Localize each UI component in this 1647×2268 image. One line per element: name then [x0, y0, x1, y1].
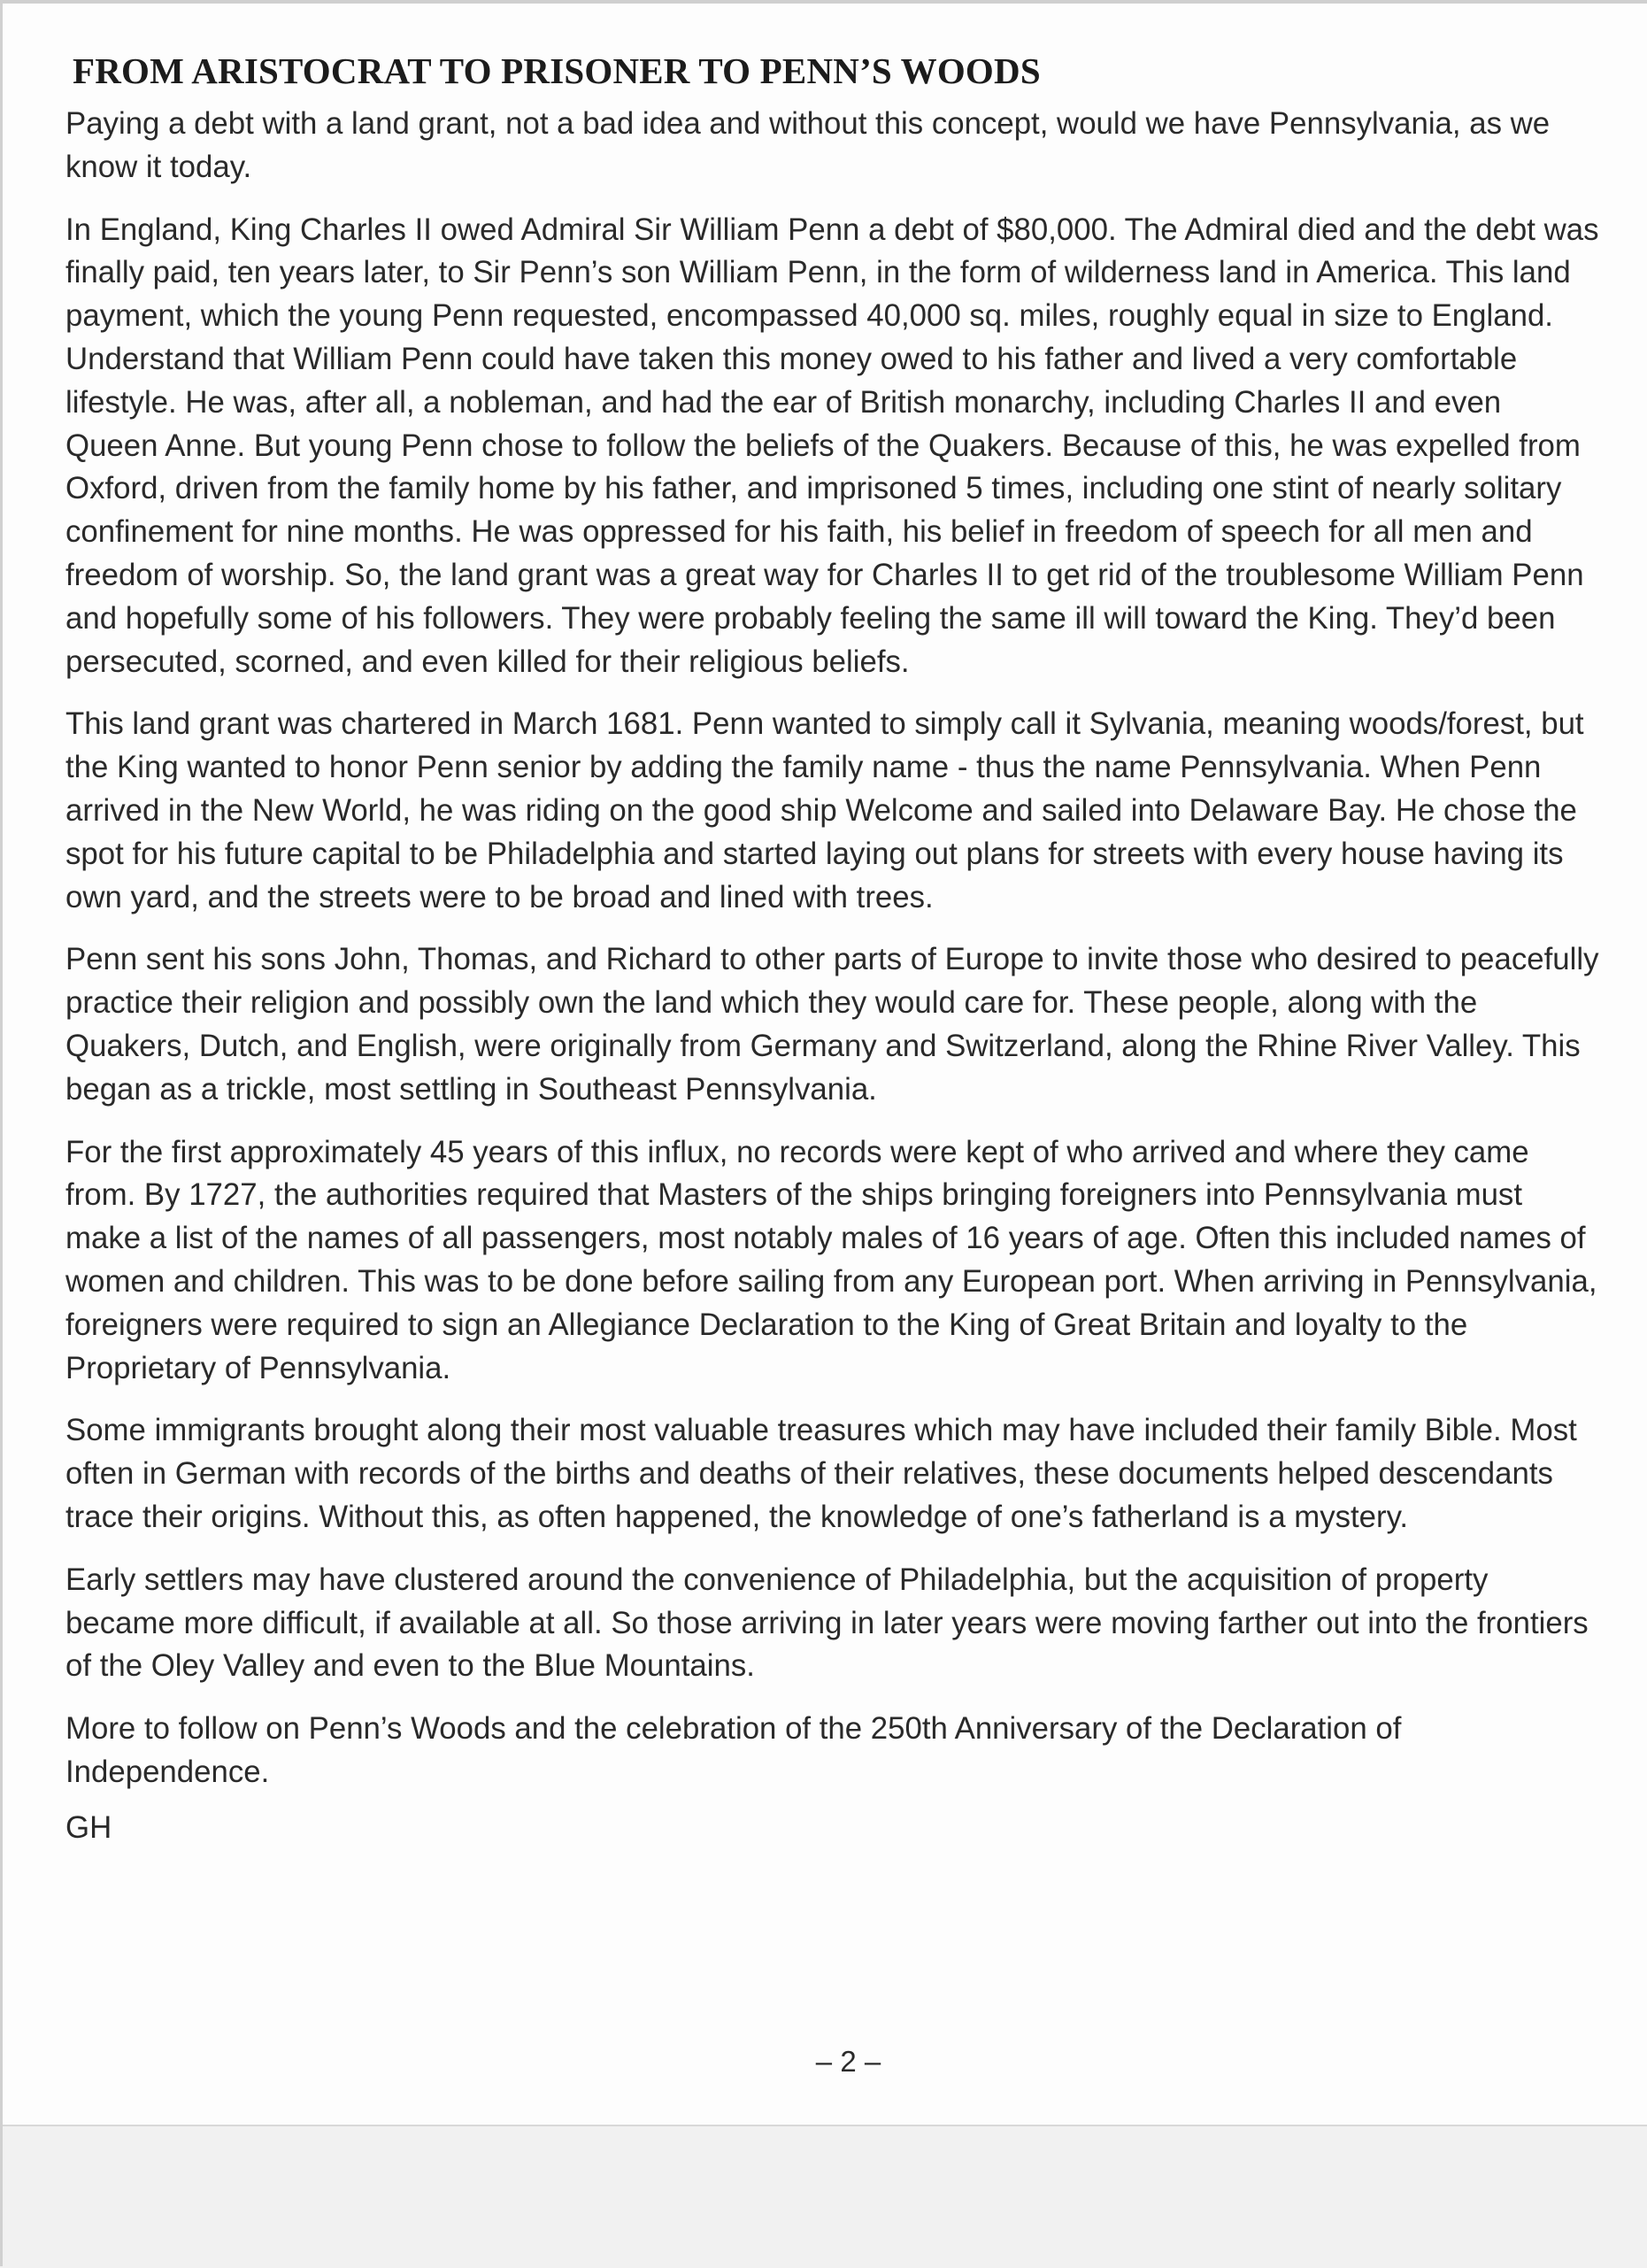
- article-body: [65, 50, 1601, 1849]
- signature: GH: [65, 1809, 112, 1845]
- paragraph-bible: Some immigrants brought along their most valuable treasures which may have included their family Bible. Most often in German with records of the births and deaths of their relatives, these documents helped descendants trace their origins. Without this, as often happened, the knowledge of one’s fatherland is a mystery.: [65, 1413, 1577, 1534]
- page-number: – 2 –: [815, 2045, 881, 2078]
- scan-bottom-margin: [0, 2125, 1647, 2268]
- paragraph-debt: In England, King Charles II owed Admiral Sir William Penn a debt of $80,000. The Admiral died and the debt was finally paid, ten years later, to Sir Penn’s son William Penn, in the form of wilderness land in America. This land payment, which the young Penn requested, encompassed 40,000 sq. miles, roughly equal in size to England. Understand that William Penn could have taken this money owed to his father and lived a very comfortable lifestyle. He was, after all, a nobleman, and had the ear of British monarchy, including Charles II and even Queen Anne. But young Penn chose to follow the beliefs of the Quakers. Because of this, he was expelled from Oxford, driven from the family home by his father, and imprisoned 5 times, including one stint of nearly solitary confinement for nine months. He was oppressed for his faith, his belief in freedom of speech for all men and freedom of worship. So, the land grant was a great way for Charles II to get rid of the troublesome William Penn and hopefully some of his followers. They were probably feeling the same ill will toward the King. They’d been persecuted, scorned, and even killed for their religious beliefs.: [65, 212, 1599, 679]
- paragraph-charter: This land grant was chartered in March 1681. Penn wanted to simply call it Sylvania, meaning woods/forest, but the King wanted to honor Penn senior by adding the family name - thus the name Pennsylvania. When Penn arrived in the New World, he was riding on the good ship Welcome and sailed into Delaware Bay. He chose the spot for his future capital to be Philadelphia and started laying out plans for streets with every house having its own yard, and the streets were to be broad and lined with trees.: [65, 706, 1584, 914]
- paragraph-sons: Penn sent his sons John, Thomas, and Richard to other parts of Europe to invite those who desired to peacefully practice their religion and possibly own the land which they would care for. These people, along with the Quakers, Dutch, and English, were originally from Germany and Switzerland, along the Rhine River Valley. This began as a trickle, most settling in Southeast Pennsylvania.: [65, 942, 1599, 1107]
- scan-left-edge: [0, 0, 3, 2266]
- paragraph-intro: Paying a debt with a land grant, not a bad idea and without this concept, would we have Pennsylvania, as we know it today.: [65, 106, 1551, 184]
- article-title: FROM ARISTOCRAT TO PRISONER TO PENN’S WOODS: [73, 50, 1041, 91]
- paragraph-settlers: Early settlers may have clustered around the convenience of Philadelphia, but the acquisition of property became more difficult, if available at all. So those arriving in later years were moving farther out into the frontiers of the Oley Valley and even to the Blue Mountains.: [65, 1562, 1589, 1684]
- paragraph-more: More to follow on Penn’s Woods and the celebration of the 250th Anniversary of the Declaration of Independence.: [65, 1711, 1402, 1789]
- paragraph-records: For the first approximately 45 years of this influx, no records were kept of who arrived and where they came from. By 1727, the authorities required that Masters of the ships bringing foreigners into Pennsylvania must make a list of the names of all passengers, most notably males of 16 years of age. Often this included names of women and children. This was to be done before sailing from any European port. When arriving in Pennsylvania, foreigners were required to sign an Allegiance Declaration to the King of Great Britain and loyalty to the Proprietary of Pennsylvania.: [65, 1134, 1597, 1385]
